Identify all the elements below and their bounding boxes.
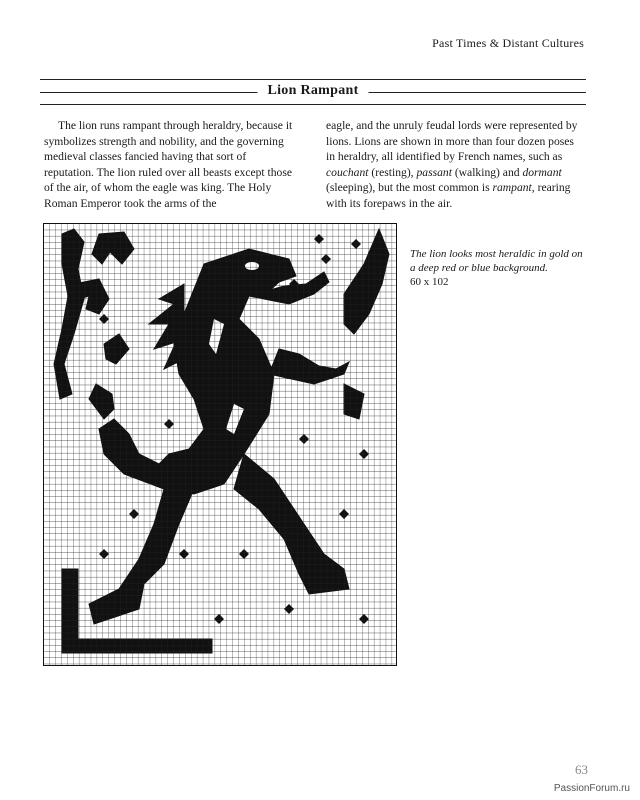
body-column-right: [326, 118, 578, 212]
body-paragraph-2: [326, 118, 578, 212]
grid-lines: [44, 224, 396, 665]
body-column-left: [44, 118, 296, 212]
text-run: rearing with its forepaws in the air.: [326, 181, 571, 210]
text-run: (walking) and: [451, 165, 523, 179]
bottom-rule: [40, 104, 586, 105]
text-run: eagle, and the unruly feudal lords were represented by lions. Lions are shown in more than four dozen poses in heraldry, all identified by French names, such as: [326, 119, 578, 164]
chart-size: 60 x 102: [410, 276, 449, 288]
running-head: Past Times & Distant Cultures: [432, 36, 584, 50]
lion-filet-chart: [43, 223, 397, 666]
body-paragraph-1: The lion runs rampant through heraldry, because it symbolizes strength and nobility, and the governing medieval classes fancied having that sort of reputation. The lion ruled over all beasts except those of the air, of whom the eagle was king. The Holy Roman Emperor took the arms of the: [44, 119, 293, 210]
term-couchant: couchant: [326, 165, 369, 179]
term-passant: passant: [416, 165, 452, 179]
term-dormant: dormant: [522, 165, 562, 179]
section-title: Lion Rampant: [257, 83, 368, 99]
text-run: (resting),: [368, 165, 417, 179]
page-number: 63: [575, 762, 588, 777]
term-rampant: rampant,: [492, 181, 535, 195]
text-run: (sleeping), but the most common is: [326, 181, 493, 195]
watermark-text: PassionForum.ru: [553, 783, 630, 794]
top-rule: [40, 79, 586, 80]
caption-text: The lion looks most heraldic in gold on a deep red or blue background.: [410, 248, 583, 274]
chart-grid-image: [44, 224, 396, 665]
chart-caption: [410, 247, 586, 289]
section-title-band: [40, 82, 586, 104]
